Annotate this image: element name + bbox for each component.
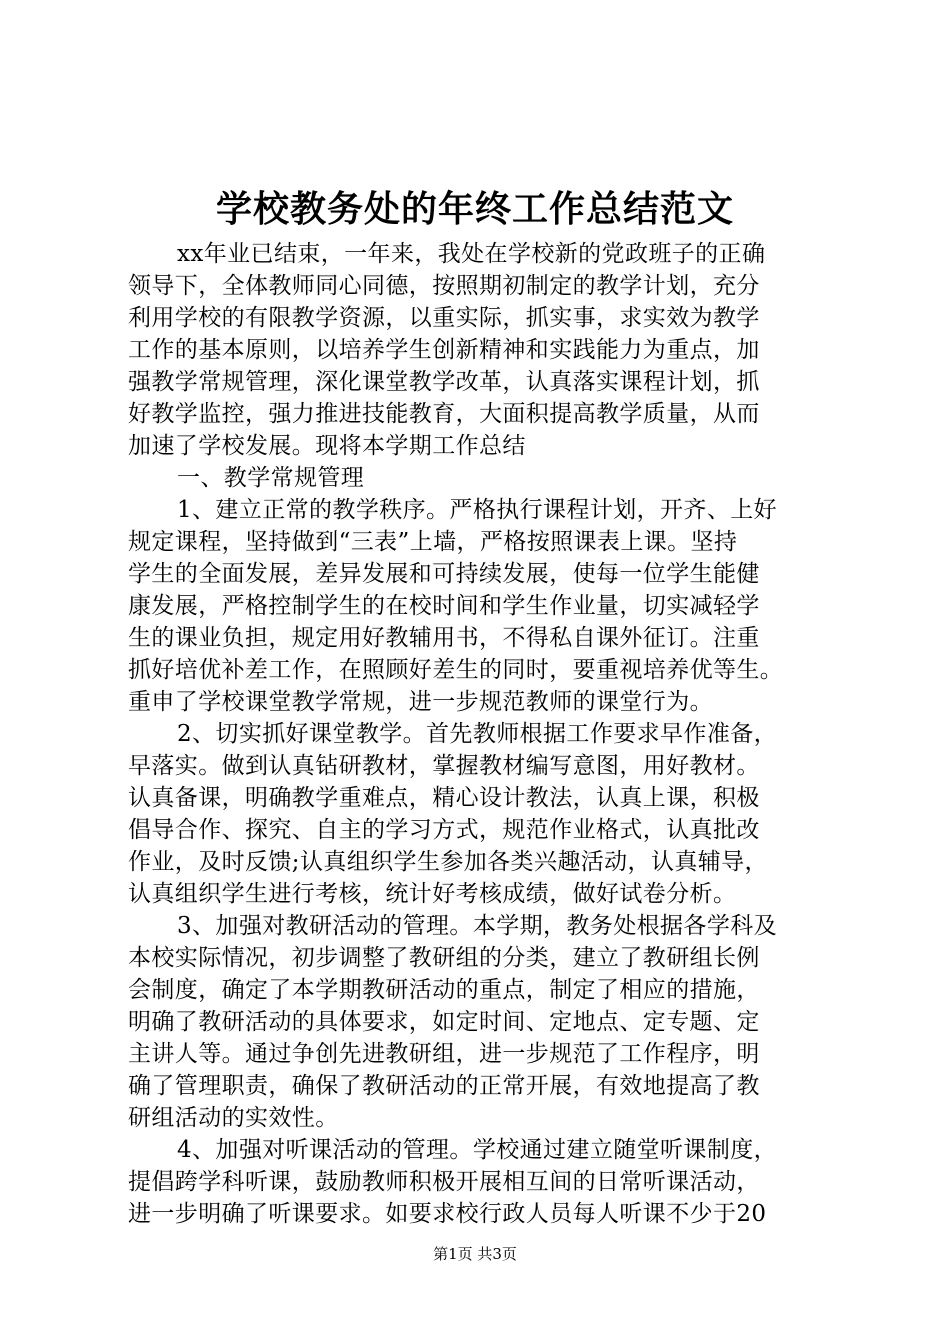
text-line: 倡导合作、探究、自主的学习方式，规范作业格式，认真批改 [128, 817, 760, 843]
text-line: 规定课程，坚持做到“三表”上墙，严格按照课表上课。坚持 [128, 529, 738, 555]
text-line: 主讲人等。通过争创先进教研组，进一步规范了工作程序，明 [128, 1041, 760, 1067]
text-line: 研组活动的实效性。 [128, 1105, 339, 1131]
text-line: 明确了教研活动的具体要求，如定时间、定地点、定专题、定 [128, 1009, 760, 1035]
document-body [128, 238, 856, 1230]
text-line: 学生的全面发展，差异发展和可持续发展，使每一位学生能健 [128, 561, 760, 587]
page-footer: 第1页 共3页 [433, 1245, 517, 1263]
text-line: 确了管理职责，确保了教研活动的正常开展，有效地提高了教 [128, 1073, 760, 1099]
text-line: 加速了学校发展。现将本学期工作总结 [128, 433, 526, 459]
text-line: 好教学监控，强力推进技能教育，大面积提高教学质量，从而 [128, 401, 760, 427]
text-line: 生的课业负担，规定用好教辅用书，不得私自课外征订。注重 [128, 625, 760, 651]
text-line: 利用学校的有限教学资源，以重实际，抓实事，求实效为教学 [128, 305, 760, 331]
text-line: 2、切实抓好课堂教学。首先教师根据工作要求早作准备， [177, 721, 778, 747]
text-line: 1、建立正常的教学秩序。严格执行课程计划，开齐、上好 [177, 497, 778, 523]
text-line: 进一步明确了听课要求。如要求校行政人员每人听课不少于20 [128, 1201, 767, 1227]
text-line: 作业，及时反馈;认真组织学生参加各类兴趣活动，认真辅导， [128, 849, 768, 875]
text-line: 抓好培优补差工作，在照顾好差生的同时，要重视培养优等生。 [128, 657, 784, 683]
text-line: 领导下，全体教师同心同德，按照期初制定的教学计划，充分 [128, 273, 760, 299]
text-line: 强教学常规管理，深化课堂教学改革，认真落实课程计划，抓 [128, 369, 760, 395]
text-line: 本校实际情况，初步调整了教研组的分类，建立了教研组长例 [128, 945, 760, 971]
section-heading: 一、教学常规管理 [177, 465, 365, 491]
document-title: 学校教务处的年终工作总结范文 [215, 188, 734, 230]
text-line: 工作的基本原则，以培养学生创新精神和实践能力为重点，加 [128, 337, 760, 363]
text-line: 重申了学校课堂教学常规，进一步规范教师的课堂行为。 [128, 689, 713, 715]
text-line: 早落实。做到认真钻研教材，掌握教材编写意图，用好教材。 [128, 753, 760, 779]
text-line: 康发展，严格控制学生的在校时间和学生作业量，切实减轻学 [128, 593, 760, 619]
text-line: 4、加强对听课活动的管理。学校通过建立随堂听课制度， [177, 1137, 778, 1163]
text-line: xx年业已结束，一年来，我处在学校新的党政班子的正确 [177, 241, 766, 267]
text-line: 3、加强对教研活动的管理。本学期，教务处根据各学科及 [177, 913, 778, 939]
text-line: 认真备课，明确教学重难点，精心设计教法，认真上课，积极 [128, 785, 760, 811]
text-line: 会制度，确定了本学期教研活动的重点，制定了相应的措施， [128, 977, 760, 1003]
text-line: 提倡跨学科听课，鼓励教师积极开展相互间的日常听课活动， [128, 1169, 760, 1195]
text-line: 认真组织学生进行考核，统计好考核成绩，做好试卷分析。 [128, 881, 737, 907]
